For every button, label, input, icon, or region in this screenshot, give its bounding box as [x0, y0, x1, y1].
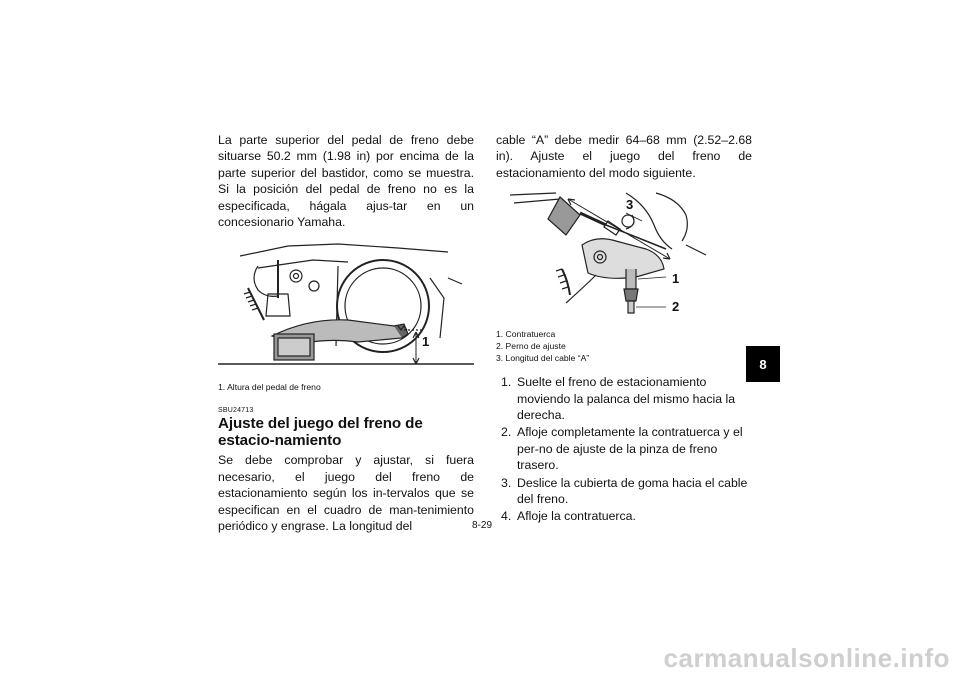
document-code: SBU24713: [218, 407, 254, 415]
callout-label-3: 3: [626, 197, 634, 213]
callout-label-2: 2: [672, 299, 680, 315]
adjustment-steps: [496, 374, 752, 525]
figure-caption-2: 2. Perno de ajuste: [496, 341, 566, 352]
chapter-tab: 8: [746, 346, 780, 382]
intro-paragraph: La parte superior del pedal de freno debe situarse 50.2 mm (1.98 in) por encima de la parte superior del bastidor, como se muestra. Si la posición del pedal de freno no es la especificada, hágala ajus-tar en un concesionario Yamaha.: [218, 133, 474, 230]
section-title: Ajuste del juego del freno de estacio-namiento: [218, 415, 423, 450]
right-column: [496, 132, 752, 526]
parking-brake-figure: [496, 185, 752, 364]
brake-pedal-illustration: [218, 238, 474, 376]
figure-caption-1: 1. Contratuerca: [496, 329, 556, 340]
figure-caption: 1. Altura del pedal de freno: [218, 382, 321, 393]
callout-label-1: 1: [672, 271, 680, 287]
parking-brake-illustration: [496, 185, 752, 323]
figure-caption-3: 3. Longitud del cable “A”: [496, 353, 590, 364]
step-item: 2. Afloje completamente la contratuerca y el per-no de ajuste de la pinza de freno trasero.: [501, 425, 743, 473]
section-paragraph: Se debe comprobar y ajustar, si fuera necesario, el juego del freno de estacionamiento según los in-tervalos que se especifican en el cuadro de man-tenimiento periódico y engrase. La longitud del: [218, 453, 474, 534]
continued-paragraph: cable “A” debe medir 64–68 mm (2.52–2.68 in). Ajuste el juego del freno de estacionamiento del modo siguiente.: [496, 133, 752, 180]
step-item: 3. Deslice la cubierta de goma hacia el cable del freno.: [501, 475, 748, 507]
brake-pedal-figure: [218, 238, 474, 393]
step-item: 1. Suelte el freno de estacionamiento moviendo la palanca del mismo hacia la derecha.: [501, 375, 736, 423]
watermark: carmanualsonline.info: [663, 643, 950, 673]
callout-label-1: 1: [422, 334, 430, 350]
left-column: [218, 132, 474, 534]
step-item: 4. Afloje la contratuerca.: [501, 509, 636, 524]
page-number: 8-29: [471, 520, 492, 531]
